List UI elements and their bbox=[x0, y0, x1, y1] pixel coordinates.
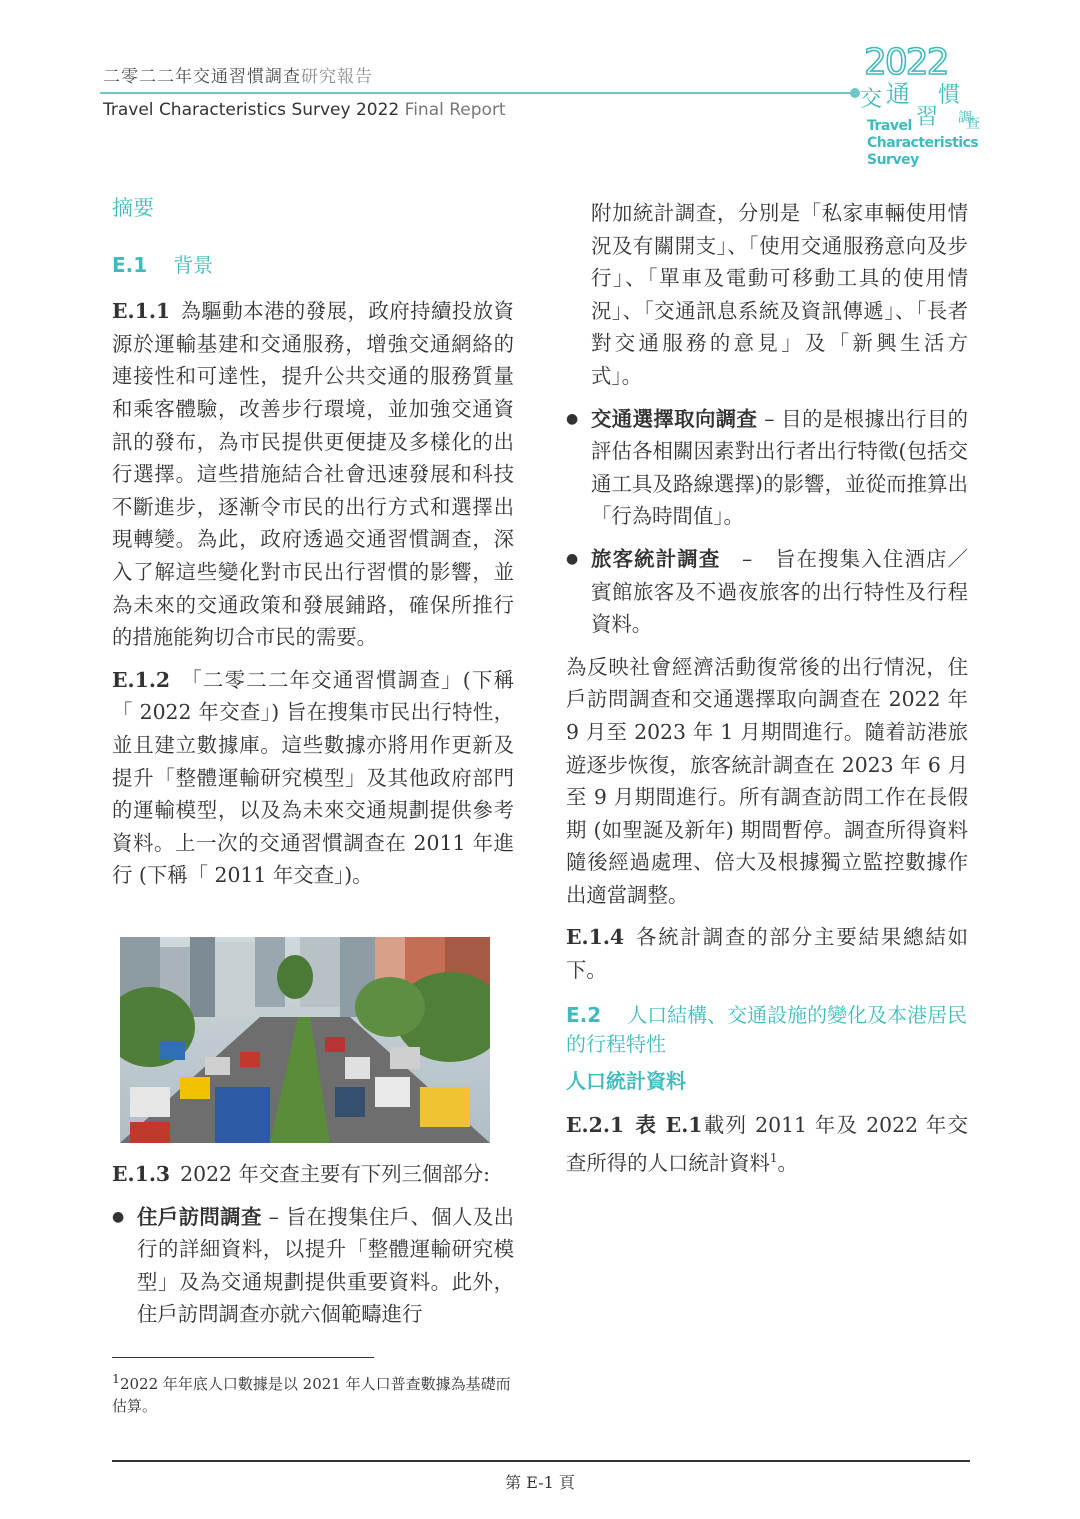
bullet-visitor-text: – 旨在搜集入住酒店／賓館旅客及不過夜旅客的出行特性及行程資料。 bbox=[591, 546, 969, 637]
paragraph-e1-3-number: E.1.3 bbox=[112, 1162, 171, 1186]
bullet-household-term: 住戶訪問調查 bbox=[137, 1204, 262, 1229]
paragraph-e1-1-text: 為驅動本港的發展，政府持續投放資源於運輸基建和交通服務，增強交通網絡的連接性和可達性，提升公共交通的服務質量和乘客體驗，改善步行環境，並加強交通資訊的發布，為市民提供更便捷及多樣化的出行選擇。這些措施結合社會迅速發展和科技不斷進步，逐漸令市民的出行方式和選擇出現轉變。為此，政府透過交通習慣調查，深入了解這些變化對市民出行習慣的影響，並為未來的交通政策和發展鋪路，確保所推行的措施能夠切合市民的需要。 bbox=[112, 299, 514, 650]
bullet-preference-survey bbox=[566, 403, 968, 533]
section-e2-heading bbox=[566, 1001, 968, 1059]
footnote-mark: 1 bbox=[112, 1371, 120, 1386]
header-title-en-tail: Final Report bbox=[404, 100, 506, 120]
survey-parts-list-part2 bbox=[566, 403, 968, 641]
logo-en-line-1: Travel bbox=[867, 118, 912, 134]
logo-en-line-3: Survey bbox=[867, 152, 919, 168]
footnote bbox=[112, 1368, 514, 1417]
left-column bbox=[112, 192, 514, 892]
footnote-text: 2022 年年底人口數據是以 2021 年人口普查數據為基礎而估算。 bbox=[112, 1375, 511, 1415]
subsection-population-heading: 人口統計資料 bbox=[566, 1068, 686, 1093]
bullet-household-survey bbox=[112, 1201, 514, 1331]
footnote-rule bbox=[112, 1357, 374, 1358]
header-title-en bbox=[103, 100, 506, 120]
header-title-zh-tail: 研究報告 bbox=[301, 67, 373, 87]
section-e2-title: 人口結構、交通設施的變化及本港居民的行程特性 bbox=[566, 1002, 968, 1056]
paragraph-e1-4-text: 各統計調查的部分主要結果總結如下。 bbox=[566, 925, 968, 983]
summary-heading: 摘要 bbox=[112, 196, 154, 220]
header-title-zh bbox=[103, 62, 373, 87]
table-e1-reference: 表 E.1 bbox=[634, 1113, 703, 1138]
bullet-household-text: – 旨在搜集住戶、個人及出行的詳細資料，以提升「整體運輸研究模型」及為交通規劃提供重要資料。此外，住戶訪問調查亦就六個範疇進行 bbox=[137, 1204, 514, 1327]
logo-text-en bbox=[867, 118, 978, 169]
paragraph-e2-1-footnote-ref: 1 bbox=[769, 1150, 778, 1165]
bullet-preference-term: 交通選擇取向調查 bbox=[591, 406, 758, 431]
paragraph-e1-3 bbox=[112, 1158, 514, 1191]
paragraph-e1-3-text: 2022 年交查主要有下列三個部分: bbox=[180, 1162, 491, 1186]
header-rule bbox=[100, 92, 860, 94]
paragraph-e2-1 bbox=[566, 1109, 968, 1179]
bullet-preference-text: – 目的是根據出行目的評估各相關因素對出行者出行特徵(包括交通工具及路線選擇)的影響，並從而推算出「行為時間值」。 bbox=[591, 406, 968, 529]
bullet-visitor-survey bbox=[566, 543, 968, 641]
right-column bbox=[566, 197, 968, 1179]
logo-char-6: 查 bbox=[966, 116, 980, 132]
paragraph-e1-4-number: E.1.4 bbox=[566, 925, 625, 950]
header-title-en-main: Travel Characteristics Survey 2022 bbox=[103, 100, 400, 120]
paragraph-e2-1-text: 載列 2011 年及 2022 年交查所得的人口統計資料 bbox=[566, 1113, 968, 1175]
traffic-photo bbox=[120, 937, 490, 1143]
section-e2-number: E.2 bbox=[566, 1002, 602, 1027]
logo-char-4: 慣 bbox=[938, 83, 961, 108]
paragraph-e1-1-number: E.1.1 bbox=[112, 299, 171, 324]
logo-char-5: 調 bbox=[958, 110, 972, 126]
survey-parts-list-part1 bbox=[112, 1201, 514, 1331]
paragraph-e1-2-text: 「二零二二年交通習慣調查」(下稱「 2022 年交查」) 旨在搜集市民出行特性，並且建立數據庫。這些數據亦將用作更新及提升「整體運輸研究模型」及其他政府部門的運輸模型，以及為未來交通規劃提供參考資料。上一次的交通習慣調查在 2011 年進行 (下稱「 2011 年交查」)。 bbox=[112, 667, 514, 888]
paragraph-e1-2-number: E.1.2 bbox=[112, 667, 171, 692]
paragraph-e1-2 bbox=[112, 664, 514, 892]
header-title-zh-main: 二零二二年交通習慣調查 bbox=[103, 67, 301, 87]
section-e1-title: 背景 bbox=[173, 252, 214, 277]
footer-rule bbox=[112, 1460, 970, 1462]
paragraph-e2-1-end: 。 bbox=[777, 1150, 798, 1175]
logo-char-3: 習 bbox=[916, 105, 939, 130]
logo-en-line-2: Characteristics bbox=[867, 135, 979, 151]
bullet-visitor-term: 旅客統計調查 bbox=[591, 546, 721, 571]
left-column-lower bbox=[112, 1158, 514, 1331]
logo-char-2: 通 bbox=[886, 80, 910, 108]
paragraph-survey-period: 為反映社會經濟活動復常後的出行情況，住戶訪問調查和交通選擇取向調查在 2022 年 9 月至 2023 年 1 月期間進行。隨着訪港旅遊逐步恢復，旅客統計調查在 2023 年 6 月至 9 月期間進行。所有調查訪問工作在長假期 (如聖誕及新年) 期間暫停。調查所得資料隨後經過處理、倍大及根據獨立監控數據作出適當調整。 bbox=[566, 654, 968, 907]
bullet-household-continued: 附加統計調查，分別是「私家車輛使用情況及有關開支」、「使用交通服務意向及步行」、「單車及電動可移動工具的使用情況」、「交通訊息系統及資訊傳遞」、「長者對交通服務的意見」及「新興生活方式」。 bbox=[591, 201, 968, 388]
section-e1-number: E.1 bbox=[112, 252, 148, 277]
paragraph-e2-1-number: E.2.1 bbox=[566, 1113, 625, 1138]
logo-year: 2022 bbox=[864, 42, 948, 83]
section-e1-heading bbox=[112, 249, 514, 282]
logo-char-1: 交 bbox=[860, 87, 883, 112]
paragraph-e1-4 bbox=[566, 921, 968, 986]
paragraph-e1-1 bbox=[112, 295, 514, 654]
page-number: 第 E-1 頁 bbox=[505, 1473, 575, 1492]
